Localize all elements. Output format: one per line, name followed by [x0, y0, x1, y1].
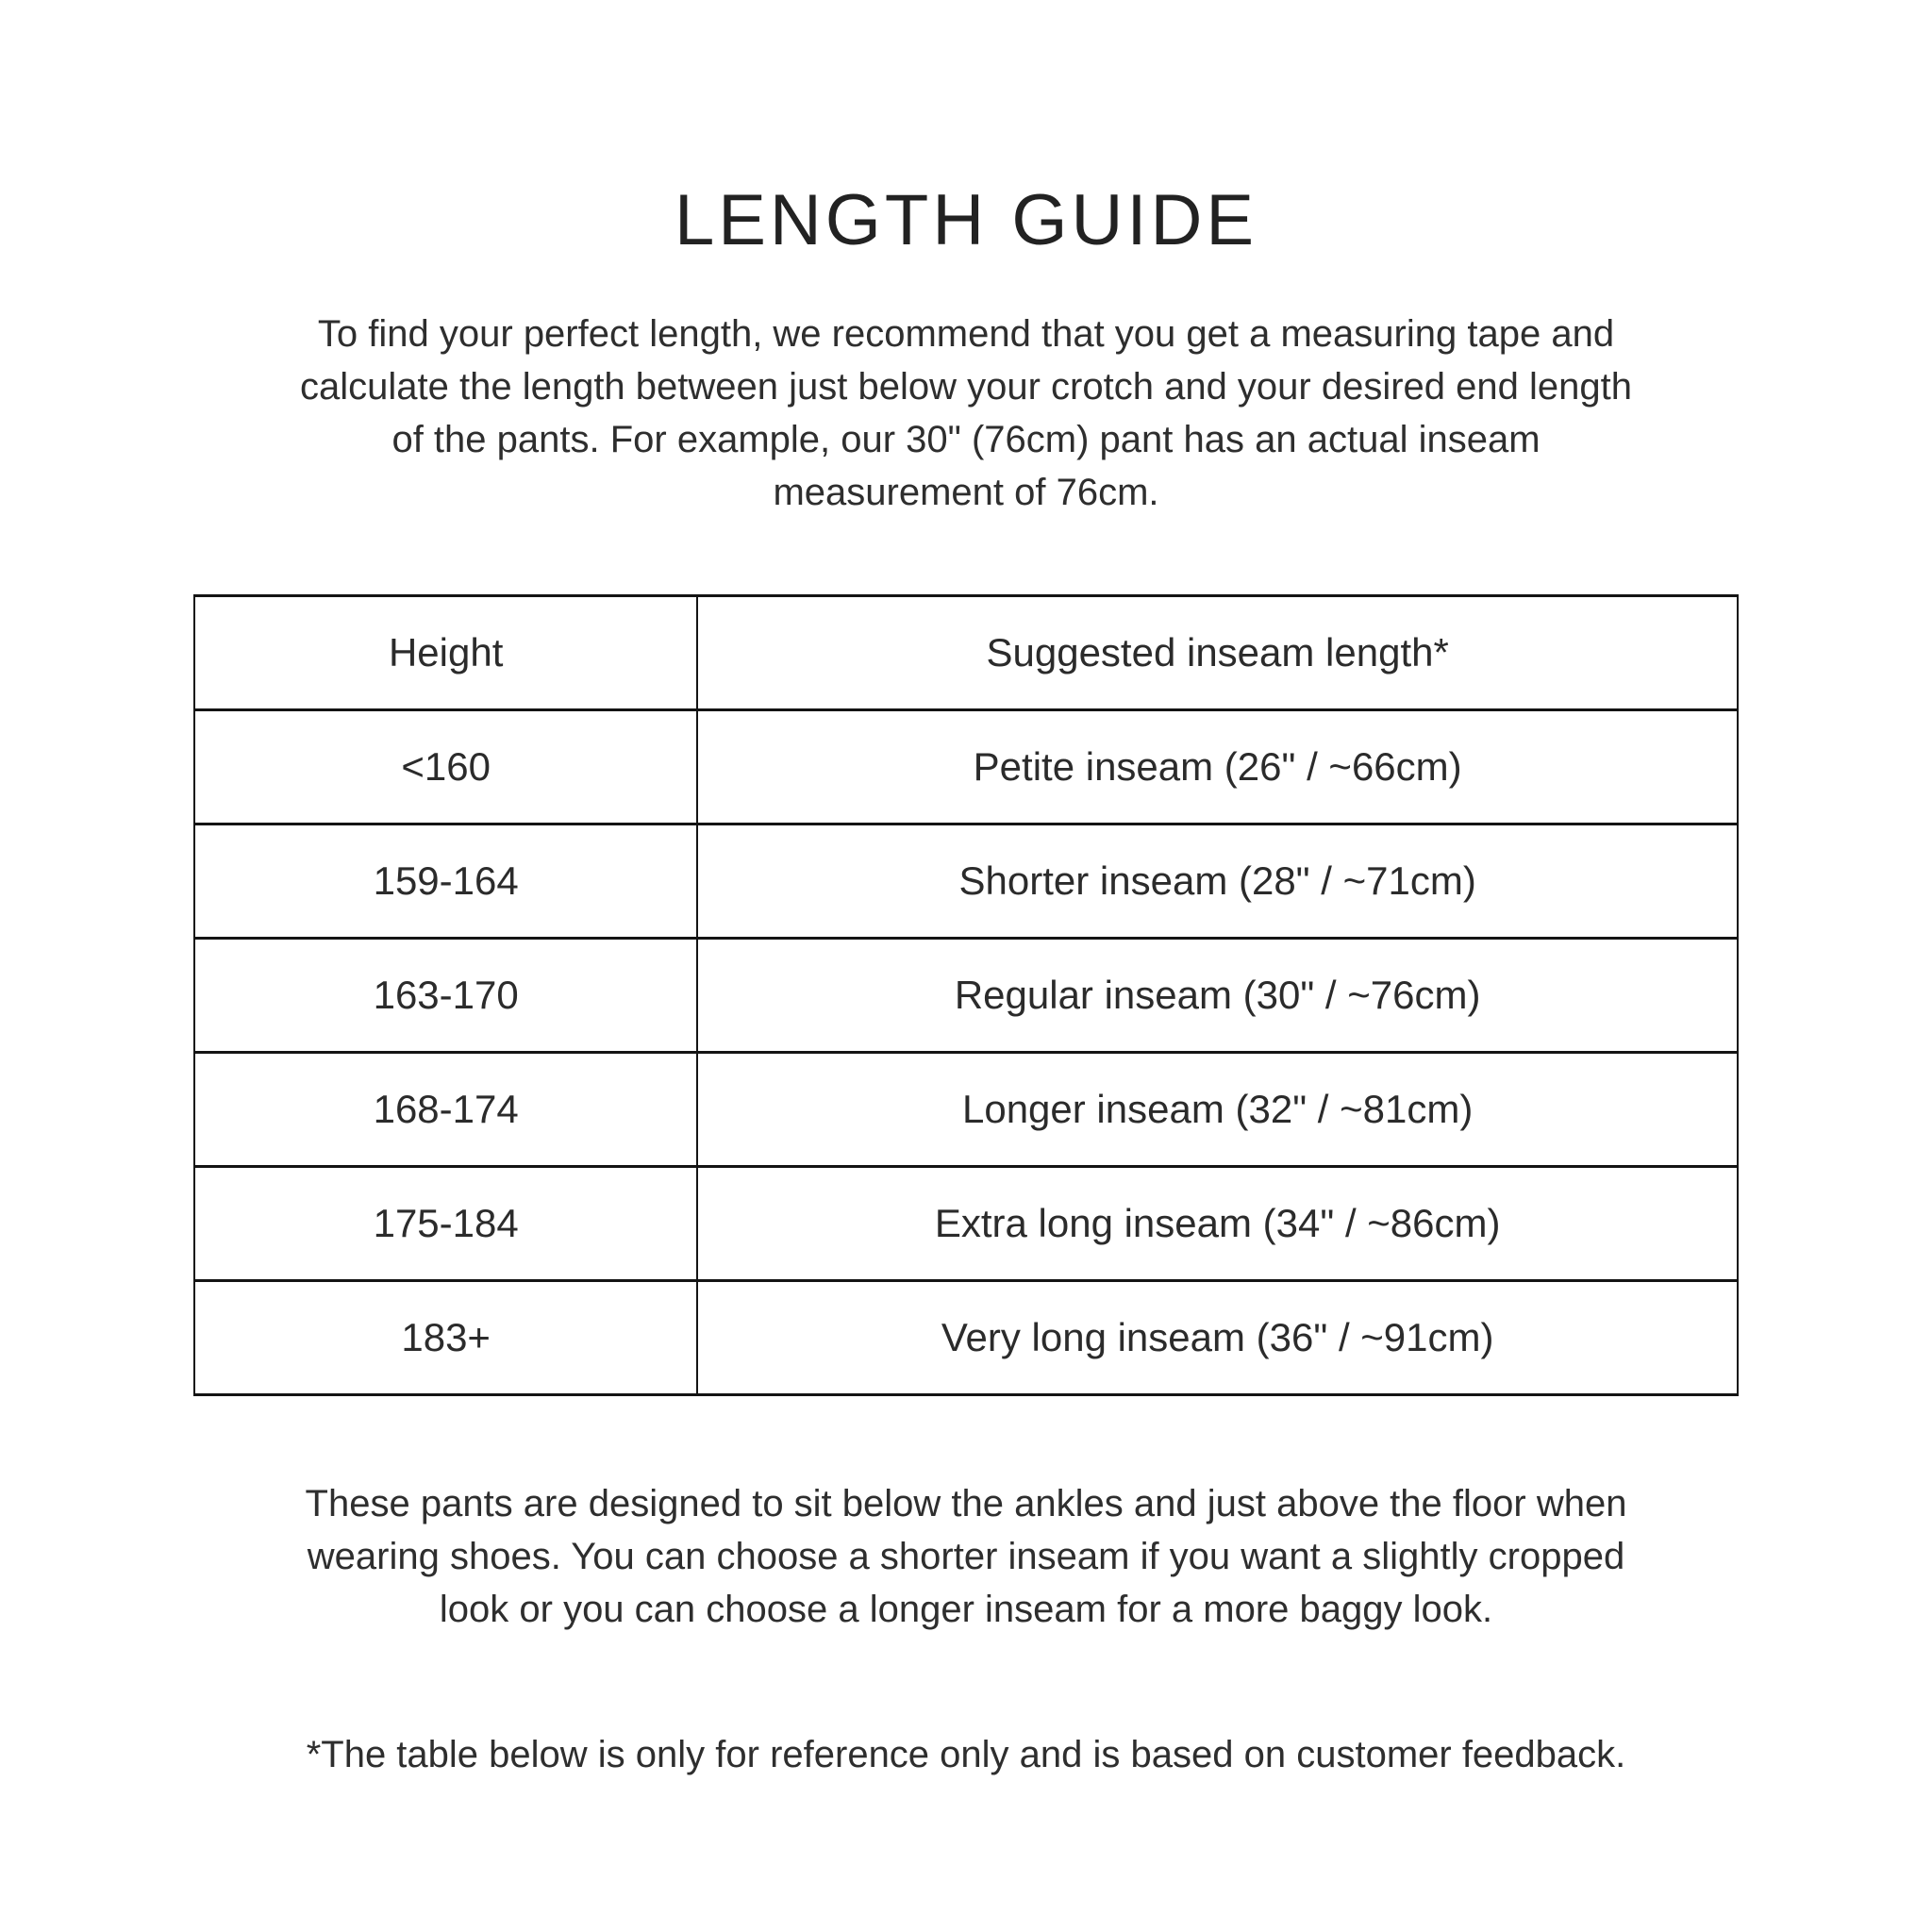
- cell-inseam: Very long inseam (36" / ~91cm): [697, 1281, 1738, 1395]
- text-line: These pants are designed to sit below the ankles and just above the floor when: [305, 1483, 1627, 1524]
- page-title: LENGTH GUIDE: [674, 180, 1258, 260]
- size-table-container: [193, 594, 1739, 1396]
- cell-height: 163-170: [194, 939, 697, 1053]
- table-row: [194, 1053, 1738, 1167]
- table-row: [194, 710, 1738, 824]
- table-row: [194, 1167, 1738, 1281]
- text-line: measurement of 76cm.: [773, 472, 1159, 513]
- table-row: [194, 1281, 1738, 1395]
- intro-paragraph: [0, 308, 1932, 519]
- text-line: wearing shoes. You can choose a shorter inseam if you want a slightly cropped: [307, 1536, 1625, 1577]
- cell-inseam: Longer inseam (32" / ~81cm): [697, 1053, 1738, 1167]
- cell-height: 183+: [194, 1281, 697, 1395]
- cell-height: 159-164: [194, 824, 697, 939]
- cell-height: <160: [194, 710, 697, 824]
- text-line: calculate the length between just below your crotch and your desired end length: [299, 366, 1632, 408]
- cell-inseam: Petite inseam (26" / ~66cm): [697, 710, 1738, 824]
- fit-note-paragraph: [0, 1477, 1932, 1636]
- cell-inseam: Regular inseam (30" / ~76cm): [697, 939, 1738, 1053]
- cell-inseam: Shorter inseam (28" / ~71cm): [697, 824, 1738, 939]
- length-table: [193, 594, 1739, 1396]
- cell-height: 175-184: [194, 1167, 697, 1281]
- text-line: of the pants. For example, our 30" (76cm) pant has an actual inseam: [391, 419, 1541, 460]
- table-row: [194, 939, 1738, 1053]
- cell-height: 168-174: [194, 1053, 697, 1167]
- table-body: [194, 710, 1738, 1395]
- cell-inseam: Extra long inseam (34" / ~86cm): [697, 1167, 1738, 1281]
- table-header-row: [194, 596, 1738, 710]
- text-line: To find your perfect length, we recommend that you get a measuring tape and: [317, 313, 1615, 355]
- text-line: look or you can choose a longer inseam for a more baggy look.: [439, 1589, 1493, 1630]
- header-cell-inseam: Suggested inseam length*: [697, 596, 1738, 710]
- reference-footnote: *The table below is only for reference only and is based on customer feedback.: [306, 1734, 1626, 1775]
- header-cell-height: Height: [194, 596, 697, 710]
- table-row: [194, 824, 1738, 939]
